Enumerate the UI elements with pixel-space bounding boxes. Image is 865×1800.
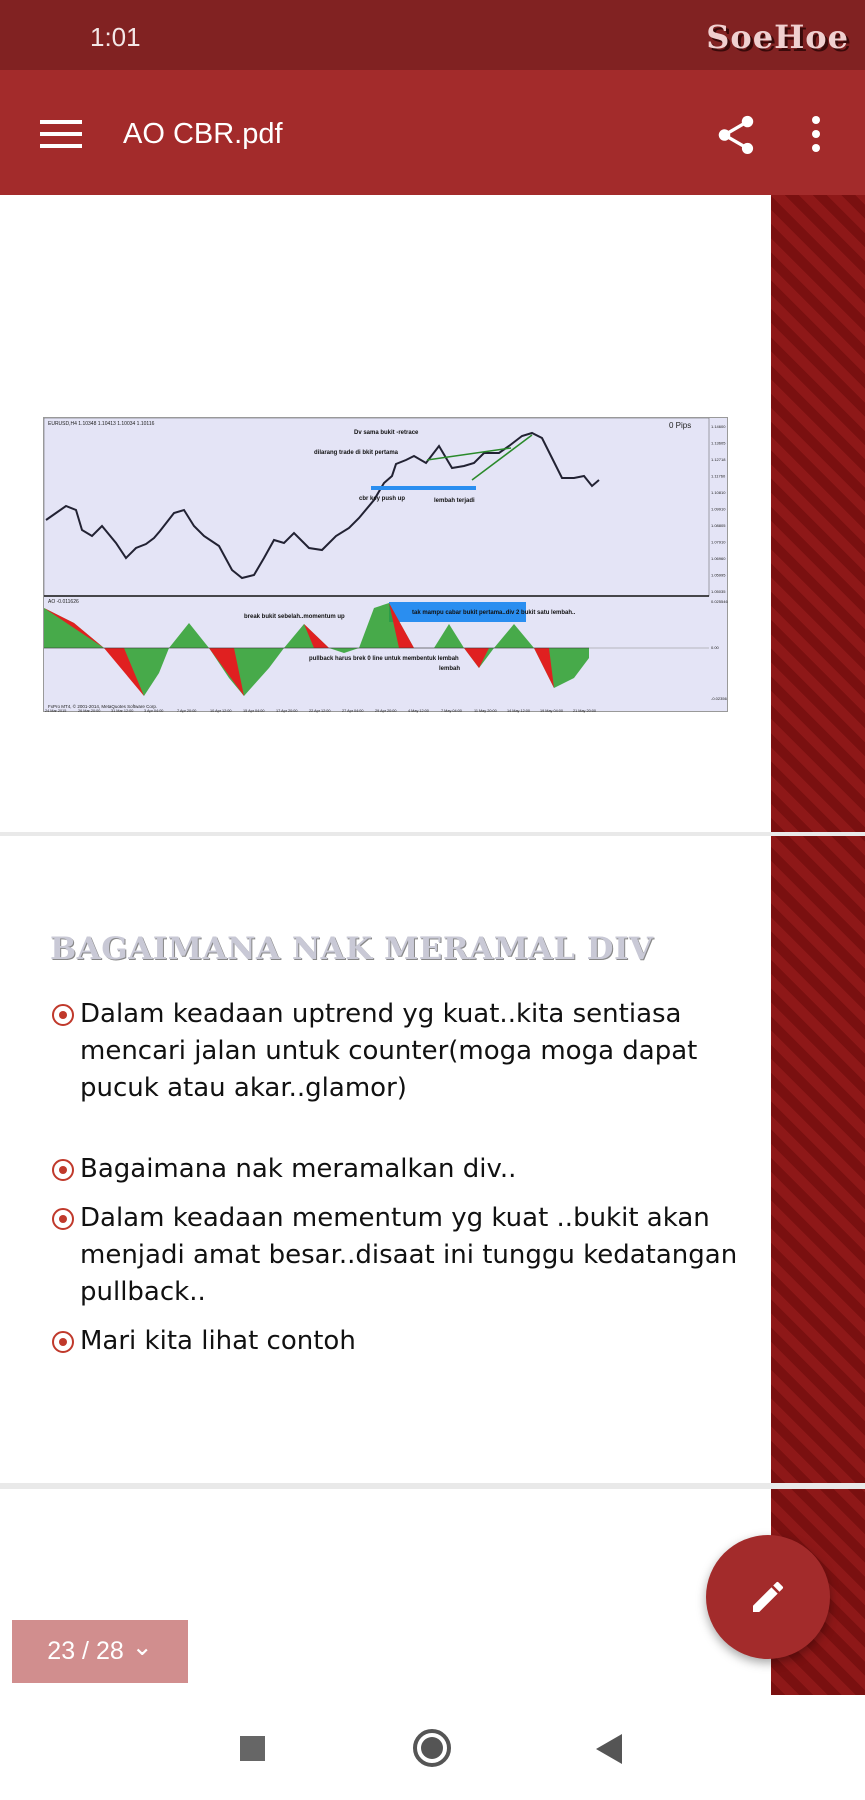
clock: 1:01 [90,22,141,52]
recents-button[interactable] [240,1736,265,1761]
slide-title: BAGAIMANA NAK MERAMAL DIV [50,931,654,967]
page-indicator-button[interactable] [12,1620,188,1683]
edit-button[interactable] [706,1535,830,1659]
bullet-item: Dalam keadaan uptrend yg kuat..kita sentiasa mencari jalan untuk counter(moga moga dapat pucuk atau akar..glamor) [52,996,742,1107]
tick-label: 26 Mar 20:00 [78,709,101,713]
tick-label: 17 Apr 20:00 [276,709,298,713]
tick-label: 1.05995 [711,572,726,578]
tick-label: 1.13605 [711,440,726,446]
tick-label: 3 Apr 04:00 [144,709,164,713]
tick-label: 27 Apr 04:00 [342,709,364,713]
tick-label: 21 May 20:00 [573,709,597,713]
navigation-bar [0,1695,865,1800]
tick-label: 15 Apr 04:00 [243,709,265,713]
home-button[interactable] [413,1729,451,1767]
tick-label: 14 May 12:00 [507,709,531,713]
bullet-item: Dalam keadaan mementum yg kuat ..bukit akan menjadi amat besar..disaat ini tunggu kedatangan pullback.. [52,1200,742,1311]
document-title: AO CBR.pdf [123,118,283,150]
annotation: Dv sama bukit -retrace [354,430,419,436]
watermark-logo: SoeHoe [706,18,849,56]
home-circle-icon [413,1729,451,1767]
bullet-icon [52,1208,74,1230]
page-background-strip [771,836,865,1483]
page-background-strip [771,195,865,832]
tick-label: -0.02356 [711,696,727,701]
annotation: pullback harus brek 0 line untuk membentuk lembah [309,656,459,662]
tick-label: 1.10810 [711,490,726,495]
status-bar [0,0,865,70]
copyright: FxPro MT4, © 2001-2014, MetaQuotes Software Corp. [48,704,158,709]
app-bar [0,70,865,195]
back-button[interactable] [596,1734,622,1769]
annotation: cbr key push up [359,496,406,502]
annotation: lembah [439,666,461,672]
tick-label: 1.05035 [711,589,726,594]
pencil-icon [748,1577,788,1617]
more-vert-icon[interactable] [806,114,826,154]
pips-label: 0 Pips [669,421,692,430]
share-icon[interactable] [713,112,759,158]
annotation: lembah terjadi [434,498,475,504]
annotation: dilarang trade di bkit pertama [314,450,399,456]
ao-label: AO -0.011626 [48,599,79,605]
tick-label: 22 Apr 12:00 [309,709,331,713]
tick-label: 0.025546 [711,599,728,604]
tick-label: 1.08805 [711,523,726,528]
tick-label: 0.00 [711,645,719,650]
bullet-item: Mari kita lihat contoh [52,1323,742,1360]
tick-label: 11 May 20:00 [474,709,497,713]
pdf-page-22 [0,195,771,832]
tick-label: 31 Mar 12:00 [111,709,134,713]
tick-label: 4 May 12:00 [408,709,429,713]
tick-label: 1.07910 [711,539,726,545]
bullet-icon [52,1004,74,1026]
bullet-icon [52,1331,74,1353]
pdf-page-23 [0,836,771,1483]
tick-label: 29 Apr 20:00 [375,709,397,713]
annotation: break bukit sebelah..momentum up [244,614,345,620]
back-triangle-icon [596,1734,622,1764]
tick-label: 7 Apr 20:00 [177,709,197,713]
tick-label: 10 Apr 12:00 [210,709,232,713]
tick-label: 1.09910 [711,506,726,512]
bullet-item: Bagaimana nak meramalkan div.. [52,1151,742,1188]
tick-label: 19 May 04:00 [540,709,564,713]
tick-label: 1.12718 [711,457,726,462]
chart-header: EURUSD,H4 1.10348 1.10413 1.10034 1.10116 [48,421,155,427]
chart-screenshot [43,417,728,712]
tick-label: 1.11760 [711,473,726,479]
tick-label: 1.14600 [711,424,726,429]
square-icon [240,1736,265,1761]
bullet-list [52,996,742,1372]
tick-label: 1.06960 [711,556,726,561]
tick-label: 24 Mar 2015 [45,709,67,713]
annotation: tak mampu cabar bukit pertama..div 2 bukit satu lembah.. [412,610,576,616]
tick-label: 7 May 04:00 [441,709,462,713]
menu-icon[interactable] [40,120,82,148]
bullet-icon [52,1159,74,1181]
page-number: 23 / 28 [47,1637,124,1665]
chevron-down-icon: ⌄ [131,1632,153,1661]
